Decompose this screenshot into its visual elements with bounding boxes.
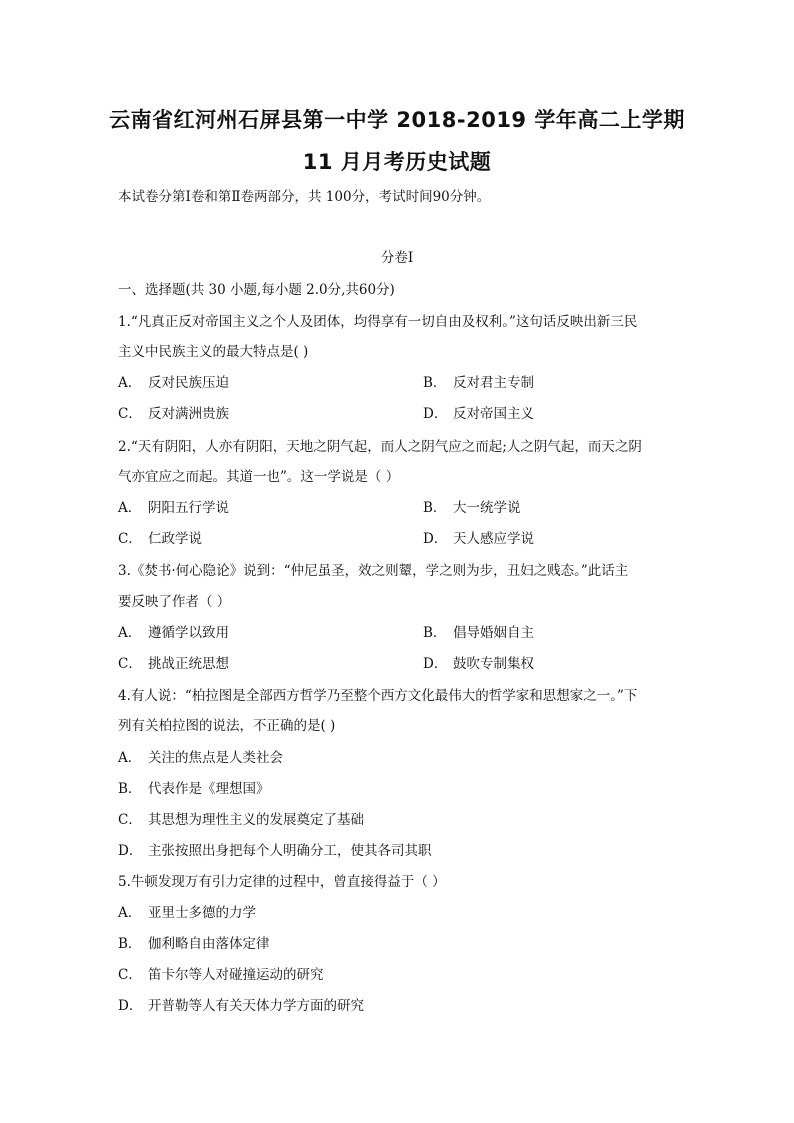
question-5-option-b: B． 伽利略自由落体定律 [118,936,270,952]
question-4-stem-line1: 4.有人说：“柏拉图是全部西方哲学乃至整个西方文化最伟大的哲学家和思想家之一。”下 [118,688,638,704]
question-2-option-b: B． 大一统学说 [423,500,521,516]
question-5-option-c: C． 笛卡尔等人对碰撞运动的研究 [118,967,324,983]
question-4-option-a: A． 关注的焦点是人类社会 [118,750,283,766]
question-5-option-d: D． 开普勒等人有关天体力学方面的研究 [118,998,364,1014]
question-3-option-d: D． 鼓吹专制集权 [423,656,534,672]
question-3-stem-line2: 要反映了作者（ ） [118,594,231,610]
exam-title-line1: 云南省红河州石屏县第一中学 2018-2019 学年高二上学期 [109,108,685,132]
question-4-option-b: B． 代表作是《理想国》 [118,781,270,797]
question-1-option-c: C． 反对满洲贵族 [118,406,229,422]
question-1-stem-line1: 1.“凡真正反对帝国主义之个人及团体，均得享有一切自由及权利。”这句话反映出新三民 [118,314,638,330]
question-2-stem-line1: 2.“天有阴阳，人亦有阴阳，天地之阴气起，而人之阴气应之而起;人之阴气起，而天之阴 [118,439,642,455]
question-3-stem-line1: 3.《焚书·何心隐论》说到：“仲尼虽圣，效之则颦，学之则为步，丑妇之贱态。”此话主 [118,563,629,579]
question-4-option-d: D． 主张按照出身把每个人明确分工，使其各司其职 [118,843,432,859]
question-5-stem-line1: 5.牛顿发现万有引力定律的过程中，曾直接得益于（ ） [118,874,446,890]
exam-title-line2: 11 月月考历史试题 [302,150,492,174]
question-2-option-c: C． 仁政学说 [118,531,202,547]
question-3-option-a: A． 遵循学以致用 [118,625,229,641]
question-4-stem-line2: 列有关柏拉图的说法，不正确的是( ) [118,718,336,734]
question-1-option-b: B． 反对君主专制 [423,375,534,391]
question-4-option-c: C． 其思想为理性主义的发展奠定了基础 [118,812,364,828]
exam-intro: 本试卷分第Ⅰ卷和第Ⅱ卷两部分，共 100分，考试时间90分钟。 [118,189,491,205]
question-2-option-d: D． 天人感应学说 [423,531,534,547]
section-title: 分卷I [380,250,414,266]
section-heading: 一、选择题(共 30 小题,每小题 2.0分,共60分) [118,282,395,298]
question-1-stem-line2: 主义中民族主义的最大特点是( ) [118,344,309,360]
question-2-stem-line2: 气亦宜应之而起。其道一也”。这一学说是（ ） [118,469,400,485]
question-1-option-d: D． 反对帝国主义 [423,406,534,422]
question-5-option-a: A． 亚里士多德的力学 [118,905,256,921]
question-3-option-b: B． 倡导婚姻自主 [423,625,534,641]
question-1-option-a: A． 反对民族压迫 [118,375,229,391]
question-3-option-c: C． 挑战正统思想 [118,656,229,672]
question-2-option-a: A． 阴阳五行学说 [118,500,229,516]
